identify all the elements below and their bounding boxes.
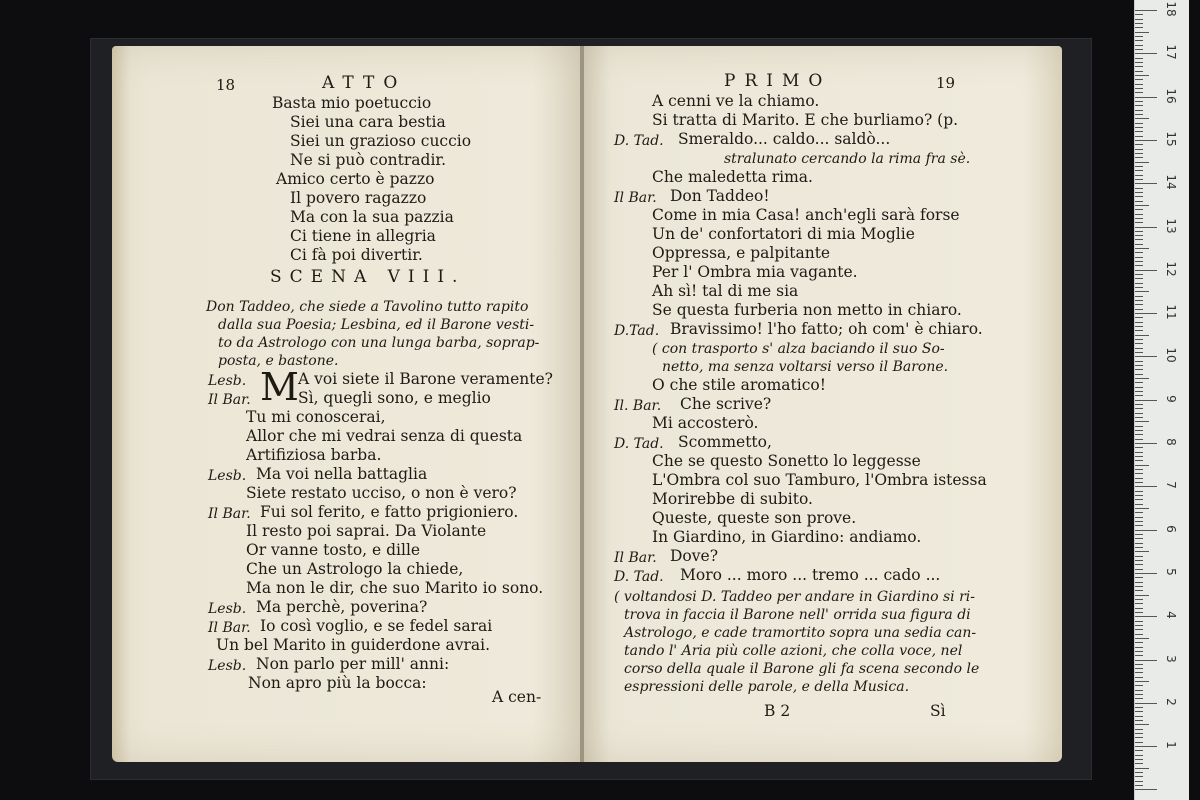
ruler-tick [1135, 729, 1143, 730]
dialogue-line: Oppressa, e palpitante [652, 244, 831, 262]
ruler-number: 4 [1164, 611, 1178, 619]
ruler-tick [1135, 711, 1143, 712]
ruler-tick [1135, 387, 1143, 388]
ruler-tick [1135, 603, 1143, 604]
ruler-tick [1135, 84, 1143, 85]
ruler-tick [1135, 655, 1143, 656]
ruler-tick [1135, 642, 1143, 643]
ruler-tick [1135, 447, 1143, 448]
ruler-tick [1135, 742, 1143, 743]
ruler-tick [1135, 586, 1143, 587]
ruler-tick [1135, 651, 1143, 652]
dialogue-line: Smeraldo... caldo... saldò... [678, 130, 891, 148]
ruler-tick [1135, 214, 1143, 215]
verse-line: Ci tiene in allegria [290, 227, 436, 245]
ruler-number: 5 [1164, 568, 1178, 576]
ruler-tick [1135, 677, 1143, 678]
ruler-tick [1135, 114, 1143, 115]
ruler-tick [1135, 209, 1143, 210]
verse-line: Siei un grazioso cuccio [290, 132, 472, 150]
dialogue-line: Bravissimo! l'ho fatto; oh com' è chiaro. [670, 320, 983, 338]
ruler-tick [1135, 196, 1143, 197]
ruler-tick [1135, 512, 1143, 513]
ruler-tick [1135, 504, 1143, 505]
dialogue-line: Che un Astrologo la chiede, [246, 560, 464, 578]
ruler-tick [1135, 590, 1143, 591]
verse-line: Ci fà poi divertir. [290, 246, 423, 264]
running-head: ATTO [322, 73, 407, 93]
ruler-tick [1135, 746, 1157, 747]
ruler-tick [1135, 781, 1143, 782]
ruler-tick [1135, 296, 1143, 297]
ruler-tick [1135, 205, 1149, 206]
signature-mark: B 2 [764, 702, 791, 720]
ruler-tick [1135, 40, 1143, 41]
ruler-tick [1135, 681, 1149, 682]
ruler-tick [1135, 473, 1143, 474]
stage-direction-line: posta, e bastone. [218, 353, 339, 369]
ruler-tick [1135, 755, 1143, 756]
ruler-tick [1135, 716, 1143, 717]
right-page [584, 46, 1062, 762]
ruler-number: 11 [1164, 304, 1178, 320]
ruler-tick [1135, 10, 1157, 11]
stage-direction-line: stralunato cercando la rima fra sè. [724, 151, 971, 167]
ruler-tick [1135, 188, 1143, 189]
ruler-tick [1135, 348, 1143, 349]
dialogue-line: Don Taddeo! [670, 187, 770, 205]
ruler-tick [1135, 166, 1143, 167]
stage-direction-line: dalla sua Poesia; Lesbina, ed il Barone vesti- [218, 317, 535, 333]
ruler-tick [1135, 274, 1143, 275]
ruler-tick [1135, 469, 1143, 470]
ruler-number: 10 [1164, 347, 1178, 364]
ruler-tick [1135, 707, 1143, 708]
ruler-tick [1135, 772, 1143, 773]
stage-direction-line: to da Astrologo con una lunga barba, soprap- [218, 335, 540, 351]
ruler-tick [1135, 421, 1149, 422]
speaker-label: D. Tad. [614, 569, 664, 585]
stage-direction-line: tando l' Aria più colle azioni, che colla voce, nel [624, 643, 963, 659]
ruler-tick [1135, 339, 1143, 340]
ruler-tick [1135, 577, 1143, 578]
ruler-tick [1135, 391, 1143, 392]
ruler-tick [1135, 144, 1143, 145]
ruler-tick [1135, 733, 1143, 734]
ruler-number: 12 [1164, 261, 1178, 277]
dialogue-line: Sì, quegli sono, e meglio [298, 389, 491, 407]
dialogue-line: Che scrive? [680, 395, 772, 413]
ruler-tick [1135, 309, 1143, 310]
scene-title: SCENA VIII. [270, 267, 466, 287]
ruler-tick [1135, 491, 1143, 492]
ruler-tick [1135, 252, 1143, 253]
ruler-tick [1135, 378, 1149, 379]
ruler-tick [1135, 101, 1143, 102]
dialogue-line: Moro ... moro ... tremo ... cado ... [680, 566, 941, 584]
ruler-tick [1135, 495, 1143, 496]
ruler-tick [1135, 140, 1157, 141]
ruler-tick [1135, 582, 1143, 583]
ruler-tick [1135, 703, 1157, 704]
ruler-number: 2 [1164, 697, 1178, 706]
ruler-number: 1 [1164, 741, 1178, 749]
catchword: Sì [930, 702, 946, 720]
ruler-tick [1135, 430, 1143, 431]
left-page [112, 46, 582, 762]
verse-line: Ne si può contradir. [290, 151, 447, 169]
ruler-tick [1135, 690, 1143, 691]
dialogue-line: Non parlo per mill' anni: [256, 655, 450, 673]
ruler-number: 18 [1164, 1, 1178, 17]
ruler-tick [1135, 534, 1143, 535]
ruler-tick [1135, 560, 1143, 561]
ruler-tick [1135, 222, 1143, 223]
ruler-tick [1135, 759, 1143, 760]
stage-direction-line: espressioni delle parole, e della Musica. [624, 679, 910, 695]
dialogue-line: Scommetto, [678, 433, 772, 451]
dialogue-line: Mi accosterò. [652, 414, 759, 432]
ruler-tick [1135, 49, 1143, 50]
ruler-tick [1135, 486, 1157, 487]
verse-line: Basta mio poetuccio [272, 94, 432, 112]
ruler-tick [1135, 768, 1149, 769]
ruler-tick [1135, 330, 1143, 331]
ruler-tick [1135, 404, 1143, 405]
ruler-tick [1135, 465, 1149, 466]
dialogue-line: Per l' Ombra mia vagante. [652, 263, 858, 281]
ruler-tick [1135, 131, 1143, 132]
ruler-number: 14 [1164, 174, 1178, 190]
ruler-number: 9 [1164, 394, 1178, 403]
speaker-label: Il Bar. [208, 620, 251, 636]
ruler-tick [1135, 599, 1143, 600]
dialogue-line: Ma voi nella battaglia [256, 465, 428, 483]
ruler-tick [1135, 508, 1149, 509]
ruler-tick [1135, 335, 1149, 336]
ruler-tick [1135, 439, 1143, 440]
ruler-tick [1135, 291, 1149, 292]
ruler-tick [1135, 36, 1143, 37]
ruler-number: 17 [1164, 44, 1178, 60]
ruler-number: 16 [1164, 87, 1178, 104]
dialogue-line: A voi siete il Barone veramente? [298, 370, 553, 388]
dialogue-line: Ma non le dir, che suo Marito io sono. [246, 579, 544, 597]
speaker-label: Il Bar. [614, 550, 657, 566]
ruler-tick [1135, 79, 1143, 80]
ruler-tick [1135, 283, 1143, 284]
speaker-label: Lesb. [208, 373, 247, 389]
verse-line: Siei una cara bestia [290, 113, 446, 131]
speaker-label: Lesb. [208, 468, 247, 484]
speaker-label: Il. Bar. [614, 398, 662, 414]
ruler-tick [1135, 317, 1143, 318]
ruler-tick [1135, 192, 1143, 193]
ruler-tick [1135, 270, 1157, 271]
ruler-tick [1135, 127, 1143, 128]
dialogue-line: Io così voglio, e se fedel sarai [260, 617, 493, 635]
open-book [112, 46, 1062, 764]
ruler-tick [1135, 543, 1143, 544]
ruler-tick [1135, 201, 1143, 202]
ruler-tick [1135, 616, 1157, 617]
dialogue-line: Che maledetta rima. [652, 168, 813, 186]
dialogue-line: Se questa furberia non metto in chiaro. [652, 301, 962, 319]
ruler-tick [1135, 326, 1143, 327]
stage-direction-line: ( con trasporto s' alza baciando il suo So- [652, 341, 945, 357]
ruler-tick [1135, 400, 1157, 401]
ruler-tick [1135, 517, 1143, 518]
ruler-tick [1135, 634, 1143, 635]
verse-line: Il povero ragazzo [290, 189, 427, 207]
ruler-tick [1135, 257, 1143, 258]
ruler-tick [1135, 244, 1143, 245]
ruler-tick [1135, 647, 1143, 648]
dialogue-line: Siete restato ucciso, o non è vero? [246, 484, 517, 502]
ruler-tick [1135, 668, 1143, 669]
verse-line: Ma con la sua pazzia [290, 208, 454, 226]
ruler-tick [1135, 227, 1157, 228]
ruler-tick [1135, 369, 1143, 370]
verse-line: Amico certo è pazzo [276, 170, 435, 188]
ruler-tick [1135, 118, 1149, 119]
ruler-tick [1135, 66, 1143, 67]
ruler-tick [1135, 23, 1143, 24]
ruler-tick [1135, 278, 1143, 279]
drop-capital: M [260, 365, 299, 409]
ruler-tick [1135, 595, 1149, 596]
stage-direction-line: netto, ma senza voltarsi verso il Barone. [662, 359, 949, 375]
measurement-ruler [1134, 0, 1189, 800]
dialogue-line: Il resto poi saprai. Da Violante [246, 522, 487, 540]
ruler-tick [1135, 361, 1143, 362]
ruler-tick [1135, 58, 1143, 59]
ruler-tick [1135, 776, 1143, 777]
ruler-tick [1135, 157, 1143, 158]
ruler-tick [1135, 175, 1143, 176]
ruler-tick [1135, 434, 1143, 435]
ruler-tick [1135, 408, 1143, 409]
ruler-tick [1135, 625, 1143, 626]
dialogue-line: Allor che mi vedrai senza di questa [246, 427, 523, 445]
ruler-tick [1135, 417, 1143, 418]
page-number: 18 [216, 76, 236, 94]
ruler-tick [1135, 672, 1143, 673]
dialogue-line: In Giardino, in Giardino: andiamo. [652, 528, 922, 546]
ruler-tick [1135, 136, 1143, 137]
ruler-tick [1135, 750, 1143, 751]
ruler-tick [1135, 382, 1143, 383]
ruler-tick [1135, 343, 1143, 344]
speaker-label: D.Tad. [614, 323, 660, 339]
ruler-tick [1135, 179, 1143, 180]
ruler-tick [1135, 551, 1149, 552]
dialogue-line: Fui sol ferito, e fatto prigioniero. [260, 503, 519, 521]
ruler-tick [1135, 521, 1143, 522]
ruler-tick [1135, 482, 1143, 483]
ruler-tick [1135, 629, 1143, 630]
ruler-tick [1135, 153, 1143, 154]
ruler-tick [1135, 123, 1143, 124]
ruler-tick [1135, 538, 1143, 539]
speaker-label: Il Bar. [208, 506, 251, 522]
ruler-tick [1135, 365, 1143, 366]
ruler-tick [1135, 53, 1157, 54]
ruler-tick [1135, 110, 1143, 111]
speaker-label: D. Tad. [614, 436, 664, 452]
stage-direction-line: Astrologo, e cade tramortito sopra una sedia can- [624, 625, 977, 641]
ruler-tick [1135, 612, 1143, 613]
ruler-tick [1135, 547, 1143, 548]
dialogue-line: Un bel Marito in guiderdone avrai. [216, 636, 491, 654]
ruler-tick [1135, 720, 1143, 721]
speaker-label: Il Bar. [208, 392, 251, 408]
speaker-label: Il Bar. [614, 190, 657, 206]
ruler-tick [1135, 785, 1143, 786]
ruler-number: 7 [1164, 481, 1178, 490]
ruler-tick [1135, 685, 1143, 686]
ruler-tick [1135, 149, 1143, 150]
ruler-tick [1135, 573, 1157, 574]
stage-direction-line: trova in faccia il Barone nell' orrida sua figura di [624, 607, 971, 623]
ruler-tick [1135, 452, 1143, 453]
ruler-tick [1135, 478, 1143, 479]
ruler-tick [1135, 737, 1143, 738]
ruler-tick [1135, 638, 1149, 639]
ruler-tick [1135, 248, 1149, 249]
ruler-tick [1135, 460, 1143, 461]
dialogue-line: Queste, queste son prove. [652, 509, 857, 527]
ruler-number: 15 [1164, 131, 1178, 147]
running-head: PRIMO [724, 71, 832, 91]
ruler-tick [1135, 92, 1143, 93]
dialogue-line: Dove? [670, 547, 718, 565]
catchword: A cen- [492, 688, 542, 706]
ruler-tick [1135, 499, 1143, 500]
ruler-number: 8 [1164, 438, 1178, 446]
ruler-tick [1135, 170, 1143, 171]
ruler-tick [1135, 621, 1143, 622]
ruler-tick [1135, 45, 1143, 46]
ruler-tick [1135, 664, 1143, 665]
dialogue-line: Come in mia Casa! anch'egli sarà forse [652, 206, 960, 224]
ruler-tick [1135, 530, 1157, 531]
dialogue-line: Si tratta di Marito. E che burliamo? (p. [652, 111, 959, 129]
ruler-tick [1135, 426, 1143, 427]
ruler-tick [1135, 75, 1149, 76]
dialogue-line: Ah sì! tal di me sia [652, 282, 799, 300]
ruler-number: 6 [1164, 524, 1178, 533]
ruler-tick [1135, 456, 1143, 457]
ruler-tick [1135, 287, 1143, 288]
ruler-tick [1135, 239, 1143, 240]
ruler-tick [1135, 608, 1143, 609]
ruler-tick [1135, 300, 1143, 301]
ruler-tick [1135, 19, 1143, 20]
ruler-tick [1135, 322, 1143, 323]
ruler-tick [1135, 789, 1157, 790]
dialogue-line: O che stile aromatico! [652, 376, 826, 394]
ruler-tick [1135, 88, 1143, 89]
ruler-tick [1135, 97, 1157, 98]
ruler-tick [1135, 556, 1143, 557]
ruler-tick [1135, 27, 1143, 28]
ruler-tick [1135, 183, 1157, 184]
page-number: 19 [936, 74, 956, 92]
dialogue-line: Non apro più la bocca: [248, 674, 427, 692]
ruler-tick [1135, 231, 1143, 232]
dialogue-line: L'Ombra col suo Tamburo, l'Ombra istessa [652, 471, 987, 489]
ruler-tick [1135, 525, 1143, 526]
ruler-tick [1135, 564, 1143, 565]
ruler-tick [1135, 162, 1149, 163]
dialogue-line: Artifiziosa barba. [246, 446, 382, 464]
stage-direction-line: ( voltandosi D. Taddeo per andare in Giardino si ri- [614, 589, 976, 605]
dialogue-line: Che se questo Sonetto lo leggesse [652, 452, 921, 470]
ruler-tick [1135, 235, 1143, 236]
ruler-tick [1135, 14, 1143, 15]
ruler-tick [1135, 374, 1143, 375]
dialogue-line: A cenni ve la chiamo. [652, 92, 820, 110]
dialogue-line: Or vanne tosto, e dille [246, 541, 421, 559]
ruler-tick [1135, 352, 1143, 353]
ruler-tick [1135, 62, 1143, 63]
speaker-label: Lesb. [208, 658, 247, 674]
ruler-tick [1135, 724, 1149, 725]
speaker-label: D. Tad. [614, 133, 664, 149]
ruler-tick [1135, 569, 1143, 570]
ruler-tick [1135, 763, 1143, 764]
dialogue-line: Tu mi conoscerai, [246, 408, 386, 426]
ruler-tick [1135, 313, 1157, 314]
ruler-tick [1135, 395, 1143, 396]
ruler-tick [1135, 694, 1143, 695]
ruler-tick [1135, 105, 1143, 106]
dialogue-line: Un de' confortatori di mia Moglie [652, 225, 915, 243]
ruler-tick [1135, 660, 1157, 661]
ruler-tick [1135, 218, 1143, 219]
dialogue-line: Morirebbe di subito. [652, 490, 813, 508]
ruler-number: 3 [1164, 654, 1178, 663]
ruler-tick [1135, 265, 1143, 266]
ruler-tick [1135, 71, 1143, 72]
stage-direction-line: corso della quale il Barone gli fa scena secondo le [624, 661, 980, 677]
ruler-tick [1135, 261, 1143, 262]
ruler-number: 13 [1164, 217, 1178, 234]
ruler-tick [1135, 304, 1143, 305]
speaker-label: Lesb. [208, 601, 247, 617]
stage-direction-line: Don Taddeo, che siede a Tavolino tutto rapito [206, 299, 529, 315]
dialogue-line: Ma perchè, poverina? [256, 598, 428, 616]
ruler-tick [1135, 698, 1143, 699]
ruler-tick [1135, 443, 1157, 444]
ruler-tick [1135, 32, 1149, 33]
ruler-tick [1135, 356, 1157, 357]
ruler-tick [1135, 413, 1143, 414]
